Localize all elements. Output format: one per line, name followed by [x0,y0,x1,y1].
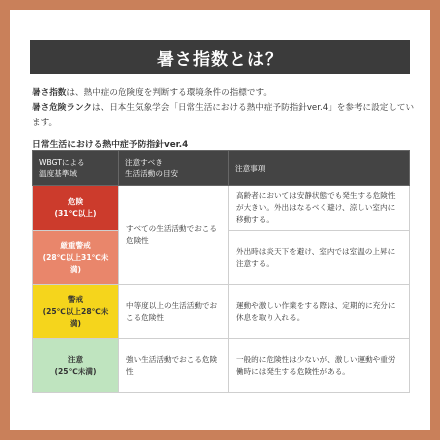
page-title: 暑さ指数とは？ [30,40,410,74]
intro-term-1: 暑さ指数 [32,88,67,98]
table-row [33,186,410,231]
intro-line-1 [32,86,417,101]
level-cell-caution [33,339,119,393]
intro-term-2: 暑さ危険ランク [32,103,92,113]
level-range: (28℃以上31℃未満) [42,252,109,274]
table-header-row [33,151,410,186]
activity-cell: 強い生活活動でおこる危険性 [119,339,229,393]
level-name: 危険 [67,197,84,206]
level-range: (25℃以上28℃未満) [42,306,109,328]
intro-desc-2: は、日本生気象学会「日常生活における熱中症予防指針ver.4」を参考に設定しています。 [32,103,415,128]
level-name: 警戒 [67,294,84,304]
header-notes: 注意事項 [229,151,410,186]
header-activity: 注意すべき 生活活動の目安 [119,151,229,186]
activity-cell-all: すべての生活活動でおこる危険性 [119,186,229,285]
notes-cell: 運動や激しい作業をする際は、定期的に充分に休息を取り入れる。 [229,285,410,339]
level-range: (31℃以上) [54,209,97,218]
level-range: (25℃未満) [54,366,97,376]
level-cell-severe-warning [33,231,119,285]
level-cell-danger [33,186,119,231]
header-wbgt: WBGTによる 温度基準域 [33,151,119,186]
table-title: 日常生活における熱中症予防指針ver.4 [32,140,189,150]
notes-cell: 一般的に危険性は少ないが、激しい運動や重労働時には発生する危険性がある。 [229,339,410,393]
table-row [33,285,410,339]
activity-cell: 中等度以上の生活活動でおこる危険性 [119,285,229,339]
level-name: 注意 [67,354,84,364]
notes-cell: 外出時は炎天下を避け、室内では室温の上昇に注意する。 [229,231,410,285]
intro-text [32,86,417,131]
level-cell-warning [33,285,119,339]
notes-cell: 高齢者においては安静状態でも発生する危険性が大きい。外出はなるべく避け、涼しい室内に移動する。 [229,186,410,231]
table-row [33,339,410,393]
card [10,10,430,430]
intro-desc-1: は、熱中症の危険度を判断する環境条件の指標です。 [66,88,272,98]
intro-line-2 [32,101,417,131]
heat-index-table [32,150,410,393]
level-name: 厳重警戒 [60,240,91,250]
